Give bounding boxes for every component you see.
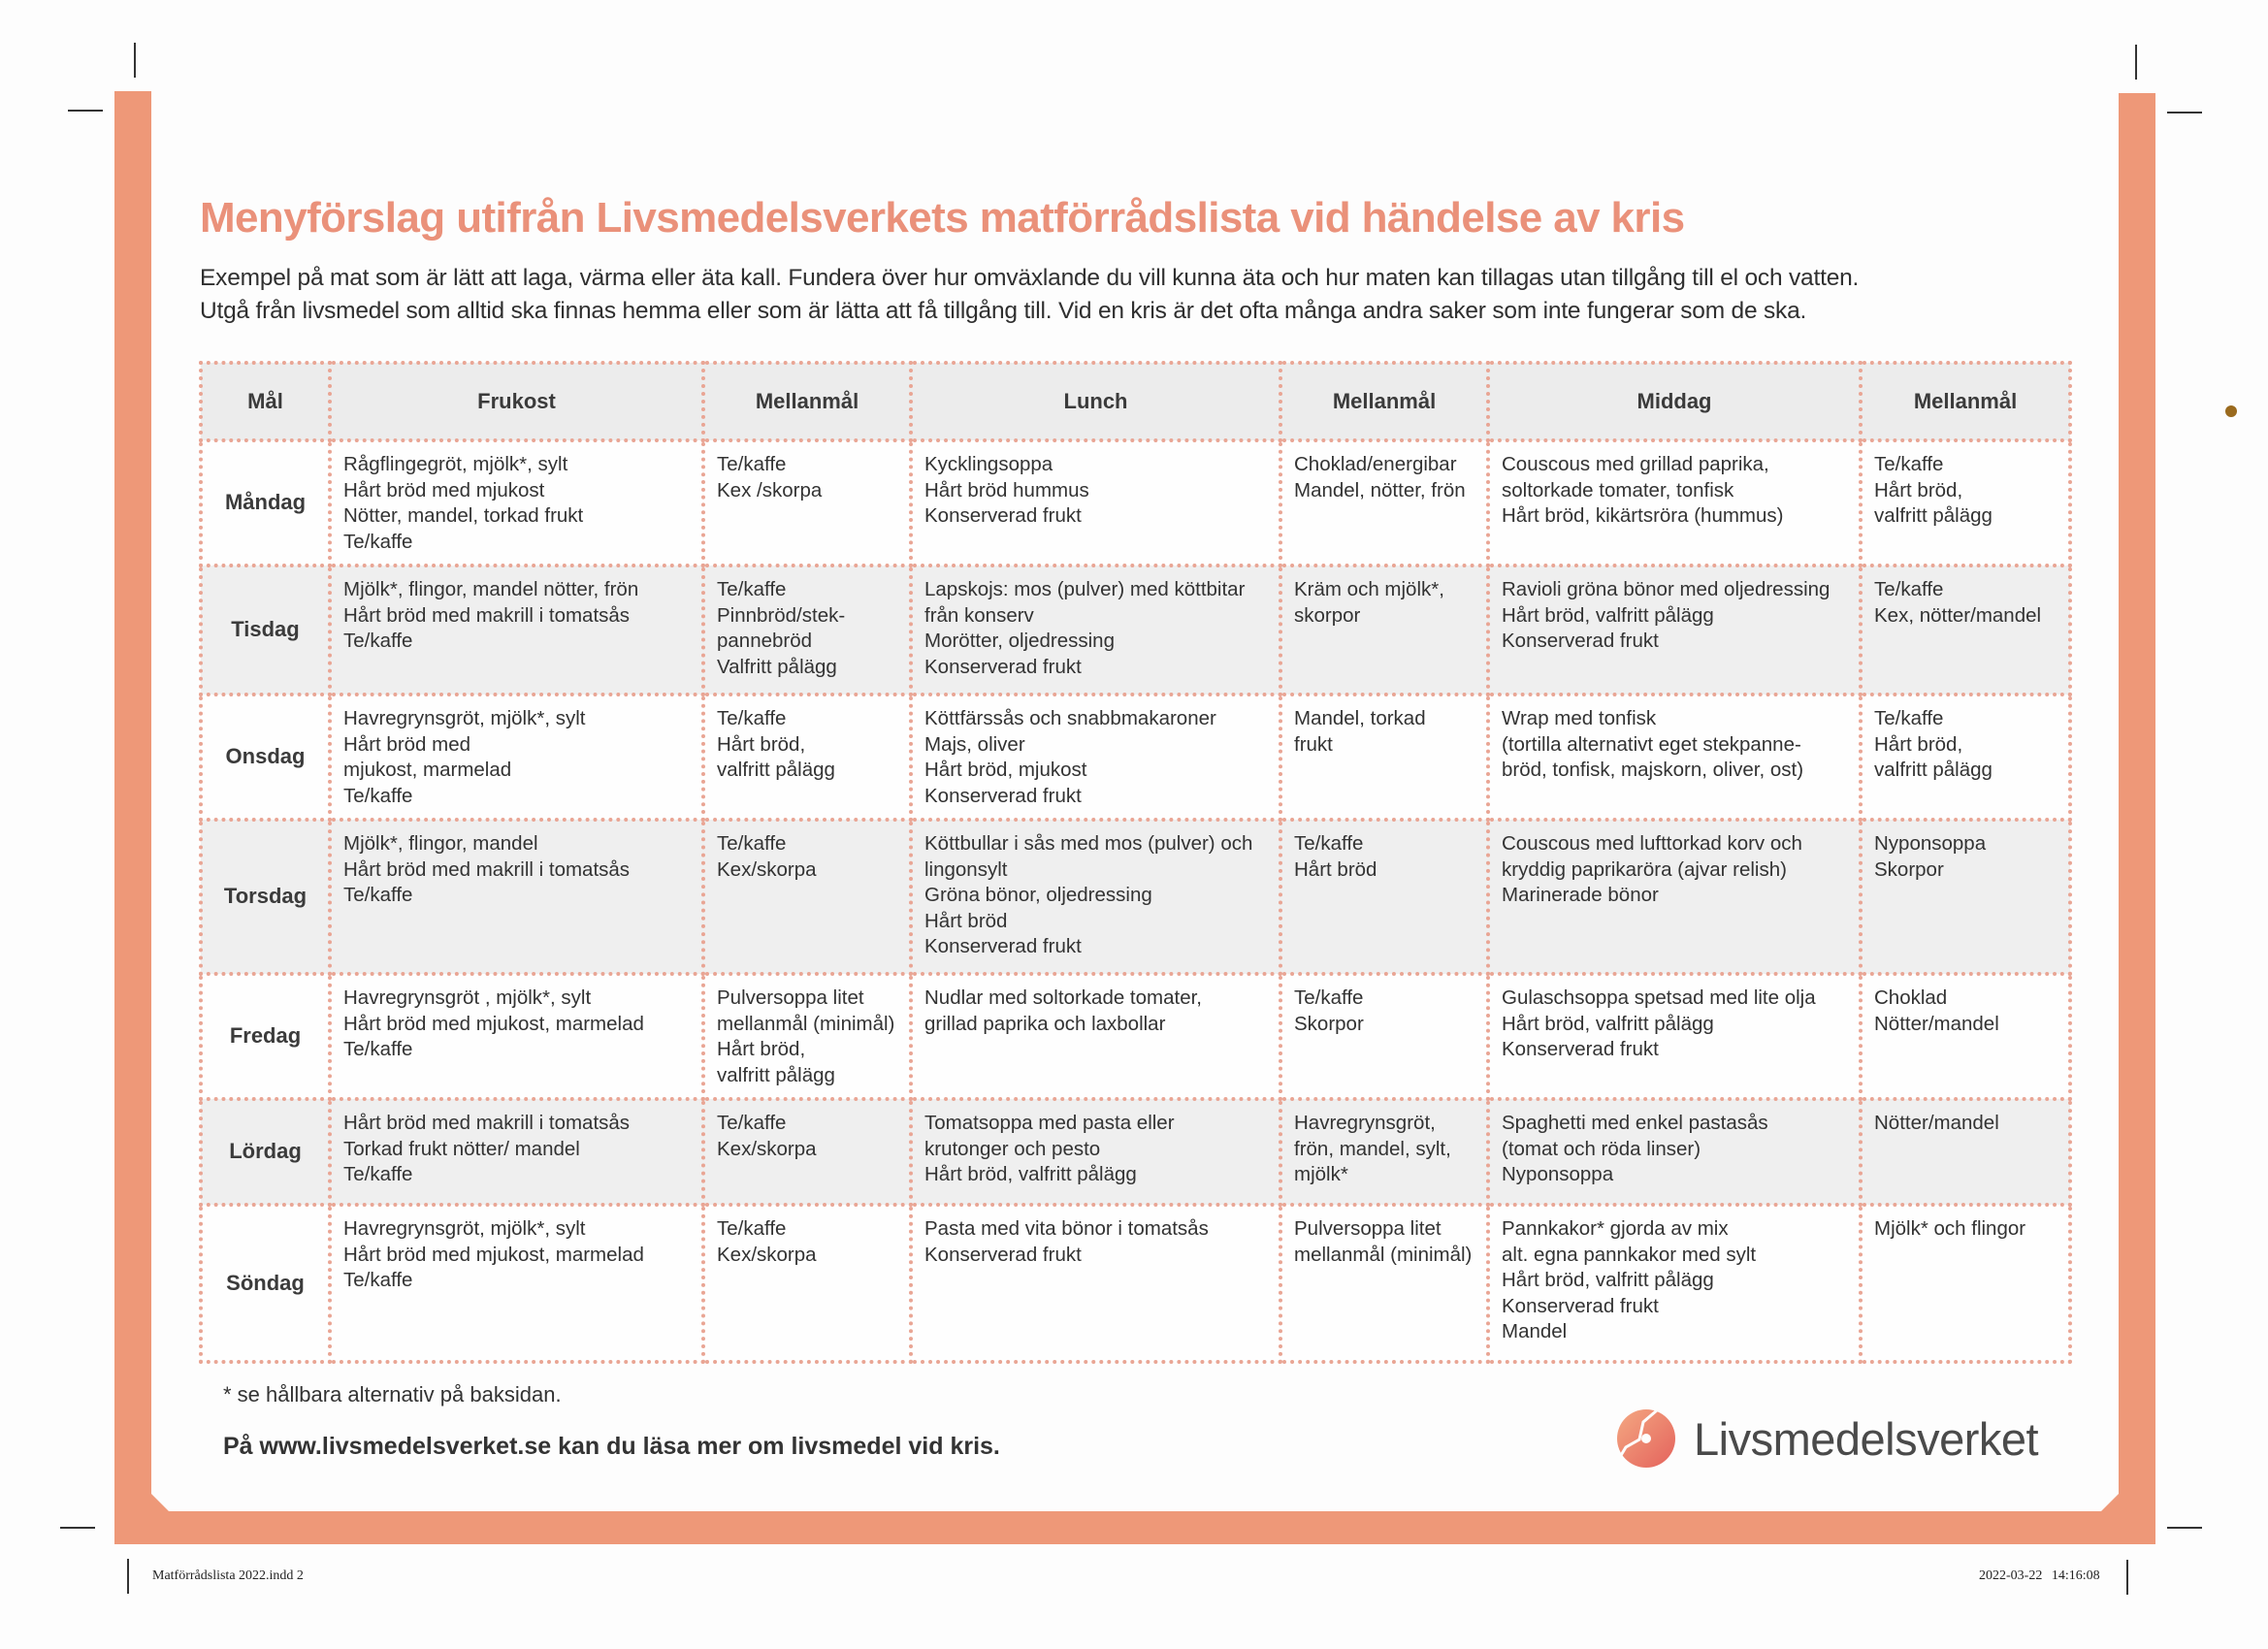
- meal-item: Hårt bröd med mjukost, marmelad: [343, 1012, 644, 1035]
- meal-cell: [911, 1099, 1280, 1205]
- menu-table: [199, 361, 2072, 1364]
- day-row: [201, 1205, 2070, 1362]
- meal-cell: [1280, 440, 1488, 566]
- meal-cell: [703, 1099, 911, 1205]
- meal-cell: [1861, 974, 2070, 1099]
- meal-cell: [703, 440, 911, 566]
- meal-item: Hårt bröd, valfritt pålägg: [1502, 603, 1714, 627]
- meal-cell: [1488, 1099, 1861, 1205]
- meal-item: skorpor: [1294, 603, 1361, 627]
- crop-mark: [2135, 45, 2137, 80]
- meal-item: Te/kaffe: [1874, 707, 1944, 729]
- meal-item: Pulversoppa litet: [1294, 1217, 1442, 1240]
- meal-item: Morötter, oljedressing: [924, 630, 1115, 652]
- meal-item: Mandel, nötter, frön: [1294, 478, 1466, 501]
- meal-item: soltorkade tomater, tonfisk: [1502, 478, 1734, 501]
- column-header-lunch: Lunch: [911, 363, 1280, 440]
- column-header-mal: Mål: [201, 363, 330, 440]
- meal-cell: [1861, 1099, 2070, 1205]
- intro-line: Exempel på mat som är lätt att laga, värma eller äta kall. Fundera över hur omväxlande du vill kunna äta och hur maten kan tillagas utan tillgång till el och vatten.: [200, 265, 1860, 291]
- meal-item: Havregrynsgröt, mjölk*, sylt: [343, 707, 586, 729]
- meal-item: Hårt bröd,: [1874, 478, 1963, 501]
- meal-item: Konserverad frukt: [924, 504, 1082, 527]
- meal-item: mjukost, marmelad: [343, 759, 512, 781]
- meal-cell: [1280, 566, 1488, 695]
- meal-item: Konserverad frukt: [924, 784, 1082, 807]
- meal-item: Pannkakor* gjorda av mix: [1502, 1217, 1729, 1240]
- column-header-mellanmal: Mellanmål: [1280, 363, 1488, 440]
- meal-item: Hårt bröd,: [1874, 732, 1963, 756]
- meal-item: Kex/skorpa: [717, 1137, 817, 1160]
- livsmedelsverket-logo: [1616, 1408, 2038, 1469]
- crop-mark: [134, 43, 136, 78]
- meal-item: Te/kaffe: [1874, 578, 1944, 600]
- meal-item: krutonger och pesto: [924, 1137, 1101, 1160]
- meal-item: grillad paprika och laxbollar: [924, 1012, 1166, 1035]
- meal-cell: [911, 974, 1280, 1099]
- frame-corner: [151, 1494, 169, 1511]
- column-header-mellanmal: Mellanmål: [703, 363, 911, 440]
- meal-item: mellanmål (minimål): [1294, 1243, 1473, 1266]
- print-time: 14:16:08: [2051, 1568, 2100, 1583]
- meal-item: Mandel: [1502, 1320, 1568, 1342]
- meal-item: Te/kaffe: [717, 832, 787, 855]
- meal-cell: [330, 695, 703, 820]
- meal-item: Kex/skorpa: [717, 1243, 817, 1266]
- meal-item: Köttfärssås och snabbmakaroner: [924, 707, 1216, 729]
- logo-text: Livsmedelsverket: [1694, 1412, 2039, 1465]
- meal-item: Mandel, torkad: [1294, 707, 1426, 729]
- meal-item: från konserv: [924, 603, 1034, 627]
- day-label: Tisdag: [201, 566, 330, 695]
- meal-item: Nyponsoppa: [1874, 832, 1987, 855]
- meal-item: lingonsylt: [924, 857, 1008, 881]
- meal-item: Skorpor: [1294, 1012, 1364, 1035]
- frame-corner: [2101, 1494, 2119, 1511]
- meal-item: Hårt bröd med makrill i tomatsås: [343, 857, 631, 881]
- meal-item: Pulversoppa litet: [717, 986, 864, 1009]
- meal-cell: [1488, 440, 1861, 566]
- meal-item: Hårt bröd,: [717, 1038, 806, 1060]
- meal-item: mellanmål (minimål): [717, 1012, 895, 1035]
- meal-item: kryddig paprikaröra (ajvar relish): [1502, 857, 1787, 881]
- meal-item: Te/kaffe: [343, 530, 413, 553]
- meal-item: Lapskojs: mos (pulver) med köttbitar: [924, 578, 1246, 600]
- meal-item: Couscous med lufttorkad korv och: [1502, 832, 1802, 855]
- meal-item: Konserverad frukt: [924, 1243, 1082, 1266]
- meal-item: Mjölk*, flingor, mandel nötter, frön: [343, 578, 639, 600]
- meal-item: Tomatsoppa med pasta eller: [924, 1112, 1175, 1134]
- meal-item: Hårt bröd, mjukost: [924, 759, 1087, 781]
- day-label: Fredag: [201, 974, 330, 1099]
- crop-mark: [2167, 112, 2202, 113]
- meal-item: Gröna bönor, oljedressing: [924, 884, 1152, 906]
- column-header-frukost: Frukost: [330, 363, 703, 440]
- meal-item: Kex/skorpa: [717, 857, 817, 881]
- meal-item: pannebröd: [717, 630, 813, 652]
- meal-item: Hårt bröd, valfritt pålägg: [924, 1163, 1137, 1185]
- intro-text: [200, 262, 1859, 328]
- meal-item: Nyponsoppa: [1502, 1163, 1614, 1185]
- day-row: [201, 440, 2070, 566]
- meal-item: Rågflingegröt, mjölk*, sylt: [343, 453, 568, 475]
- meal-cell: [703, 1205, 911, 1362]
- meal-cell: [330, 1099, 703, 1205]
- meal-cell: [1488, 974, 1861, 1099]
- page-title: Menyförslag utifrån Livsmedelsverkets matförrådslista vid händelse av kris: [200, 194, 1685, 242]
- meal-cell: [330, 440, 703, 566]
- meal-cell: [703, 695, 911, 820]
- meal-item: Majs, oliver: [924, 732, 1025, 756]
- meal-item: (tomat och röda linser): [1502, 1137, 1701, 1160]
- column-header-mellanmal: Mellanmål: [1861, 363, 2070, 440]
- meal-item: Nötter, mandel, torkad frukt: [343, 504, 584, 527]
- crop-mark: [60, 1527, 95, 1529]
- meal-cell: [703, 566, 911, 695]
- meal-item: Pasta med vita bönor i tomatsås: [924, 1217, 1209, 1240]
- meal-cell: [1280, 695, 1488, 820]
- meal-item: alt. egna pannkakor med sylt: [1502, 1243, 1757, 1266]
- meal-cell: [1861, 1205, 2070, 1362]
- meal-item: Hårt bröd, kikärtsröra (hummus): [1502, 504, 1784, 527]
- meal-item: Hårt bröd med mjukost: [343, 478, 545, 501]
- meal-item: Te/kaffe: [343, 630, 413, 652]
- day-row: [201, 974, 2070, 1099]
- meal-cell: [1861, 566, 2070, 695]
- frame-bottom-bar: [114, 1511, 2155, 1544]
- meal-item: mjölk*: [1294, 1163, 1348, 1185]
- meal-item: Te/kaffe: [343, 884, 413, 906]
- meal-cell: [911, 695, 1280, 820]
- meal-item: Hårt bröd med mjukost, marmelad: [343, 1243, 644, 1266]
- meal-cell: [1488, 566, 1861, 695]
- meal-item: Couscous med grillad paprika,: [1502, 453, 1769, 475]
- day-label: Söndag: [201, 1205, 330, 1362]
- meal-item: frön, mandel, sylt,: [1294, 1137, 1451, 1160]
- meal-item: Kräm och mjölk*,: [1294, 578, 1444, 600]
- meal-item: Te/kaffe: [717, 1112, 787, 1134]
- intro-line: Utgå från livsmedel som alltid ska finnas hemma eller som är lätta att få tillgång till. Vid en kris är det ofta många andra saker som inte fungerar som de ska.: [200, 298, 1807, 324]
- meal-item: Te/kaffe: [343, 1269, 413, 1291]
- meal-item: Mjölk* och flingor: [1874, 1217, 2026, 1240]
- meal-cell: [330, 974, 703, 1099]
- meal-cell: [911, 820, 1280, 974]
- meal-item: Te/kaffe: [343, 1038, 413, 1060]
- meal-item: Spaghetti med enkel pastasås: [1502, 1112, 1768, 1134]
- frame-left-bar: [114, 91, 151, 1544]
- meal-item: Kex, nötter/mandel: [1874, 603, 2042, 627]
- meal-item: Havregrynsgröt, mjölk*, sylt: [343, 1217, 586, 1240]
- crop-mark: [68, 110, 103, 112]
- print-slug-file: Matförrådslista 2022.indd 2: [152, 1568, 304, 1583]
- meal-item: Konserverad frukt: [1502, 1294, 1659, 1317]
- meal-item: Gulaschsoppa spetsad med lite olja: [1502, 986, 1816, 1009]
- paper-speck: [2225, 405, 2237, 417]
- meal-cell: [330, 1205, 703, 1362]
- meal-item: Konserverad frukt: [924, 935, 1082, 957]
- meal-item: Havregrynsgröt , mjölk*, sylt: [343, 986, 592, 1009]
- meal-item: valfritt pålägg: [1874, 759, 1993, 781]
- day-row: [201, 695, 2070, 820]
- meal-item: valfritt pålägg: [1874, 504, 1993, 527]
- meal-item: Marinerade bönor: [1502, 884, 1659, 906]
- meal-item: Te/kaffe: [343, 784, 413, 807]
- meal-cell: [1488, 695, 1861, 820]
- meal-item: Havregrynsgröt,: [1294, 1112, 1436, 1134]
- footnote: * se hållbara alternativ på baksidan.: [223, 1382, 562, 1406]
- meal-item: Te/kaffe: [1874, 453, 1944, 475]
- meal-item: Nötter/mandel: [1874, 1012, 1999, 1035]
- meal-cell: [911, 440, 1280, 566]
- meal-item: Mjölk*, flingor, mandel: [343, 832, 538, 855]
- meal-item: Konserverad frukt: [1502, 1038, 1659, 1060]
- meal-item: Hårt bröd,: [717, 732, 806, 756]
- meal-cell: [703, 820, 911, 974]
- meal-cell: [1488, 820, 1861, 974]
- meal-cell: [1280, 1205, 1488, 1362]
- meal-item: Hårt bröd, valfritt pålägg: [1502, 1269, 1714, 1291]
- meal-cell: [911, 1205, 1280, 1362]
- meal-item: Valfritt pålägg: [717, 655, 837, 678]
- day-label: Måndag: [201, 440, 330, 566]
- meal-item: Wrap med tonfisk: [1502, 707, 1657, 729]
- day-label: Lördag: [201, 1099, 330, 1205]
- meal-cell: [1280, 1099, 1488, 1205]
- meal-item: Nötter/mandel: [1874, 1112, 1999, 1134]
- meal-cell: [1488, 1205, 1861, 1362]
- meal-item: (tortilla alternativt eget stekpanne-: [1502, 732, 1801, 756]
- meal-cell: [1861, 440, 2070, 566]
- crop-mark: [127, 1559, 129, 1594]
- meal-item: Hårt bröd, valfritt pålägg: [1502, 1012, 1714, 1035]
- meal-item: Kex /skorpa: [717, 478, 823, 501]
- meal-item: Hårt bröd med makrill i tomatsås: [343, 1112, 631, 1134]
- meal-item: Ravioli gröna bönor med oljedressing: [1502, 578, 1831, 600]
- meal-item: Nudlar med soltorkade tomater,: [924, 986, 1202, 1009]
- meal-item: Te/kaffe: [343, 1163, 413, 1185]
- day-label: Torsdag: [201, 820, 330, 974]
- print-slug-timestamp: [1979, 1568, 2100, 1584]
- meal-cell: [1280, 974, 1488, 1099]
- meal-item: bröd, tonfisk, majskorn, oliver, ost): [1502, 759, 1804, 781]
- crop-mark: [2167, 1527, 2202, 1529]
- meal-item: Torkad frukt nötter/ mandel: [343, 1137, 580, 1160]
- meal-item: valfritt pålägg: [717, 759, 835, 781]
- header-row: [201, 363, 2070, 440]
- meal-cell: [330, 820, 703, 974]
- meal-item: Pinnbröd/stek-: [717, 603, 846, 627]
- meal-item: valfritt pålägg: [717, 1063, 835, 1086]
- meal-item: Te/kaffe: [1294, 832, 1364, 855]
- meal-item: Hårt bröd med makrill i tomatsås: [343, 603, 631, 627]
- meal-item: Hårt bröd: [924, 909, 1008, 932]
- meal-cell: [1861, 820, 2070, 974]
- meal-item: Te/kaffe: [1294, 986, 1364, 1009]
- meal-item: Konserverad frukt: [1502, 630, 1659, 652]
- meal-cell: [1280, 820, 1488, 974]
- meal-item: Konserverad frukt: [924, 655, 1082, 678]
- crop-mark: [2126, 1560, 2128, 1595]
- meal-item: Hårt bröd hummus: [924, 478, 1089, 501]
- meal-item: Choklad/energibar: [1294, 453, 1457, 475]
- column-header-middag: Middag: [1488, 363, 1861, 440]
- day-label: Onsdag: [201, 695, 330, 820]
- meal-cell: [703, 974, 911, 1099]
- meal-item: Choklad: [1874, 986, 1948, 1009]
- meal-item: Te/kaffe: [717, 578, 787, 600]
- meal-cell: [330, 566, 703, 695]
- website-info: På www.livsmedelsverket.se kan du läsa mer om livsmedel vid kris.: [223, 1433, 1000, 1460]
- meal-item: Te/kaffe: [717, 1217, 787, 1240]
- meal-item: Hårt bröd med: [343, 732, 471, 756]
- meal-item: frukt: [1294, 732, 1333, 756]
- day-row: [201, 566, 2070, 695]
- meal-item: Hårt bröd: [1294, 857, 1377, 881]
- meal-item: Köttbullar i sås med mos (pulver) och: [924, 832, 1253, 855]
- frame-right-bar: [2119, 93, 2155, 1544]
- day-row: [201, 820, 2070, 974]
- meal-cell: [911, 566, 1280, 695]
- livsmedelsverket-logo-icon: [1616, 1408, 1676, 1469]
- meal-cell: [1861, 695, 2070, 820]
- meal-item: Te/kaffe: [717, 707, 787, 729]
- day-row: [201, 1099, 2070, 1205]
- meal-item: Kycklingsoppa: [924, 453, 1053, 475]
- meal-item: Skorpor: [1874, 857, 1944, 881]
- print-date: 2022-03-22: [1979, 1568, 2043, 1583]
- meal-item: Te/kaffe: [717, 453, 787, 475]
